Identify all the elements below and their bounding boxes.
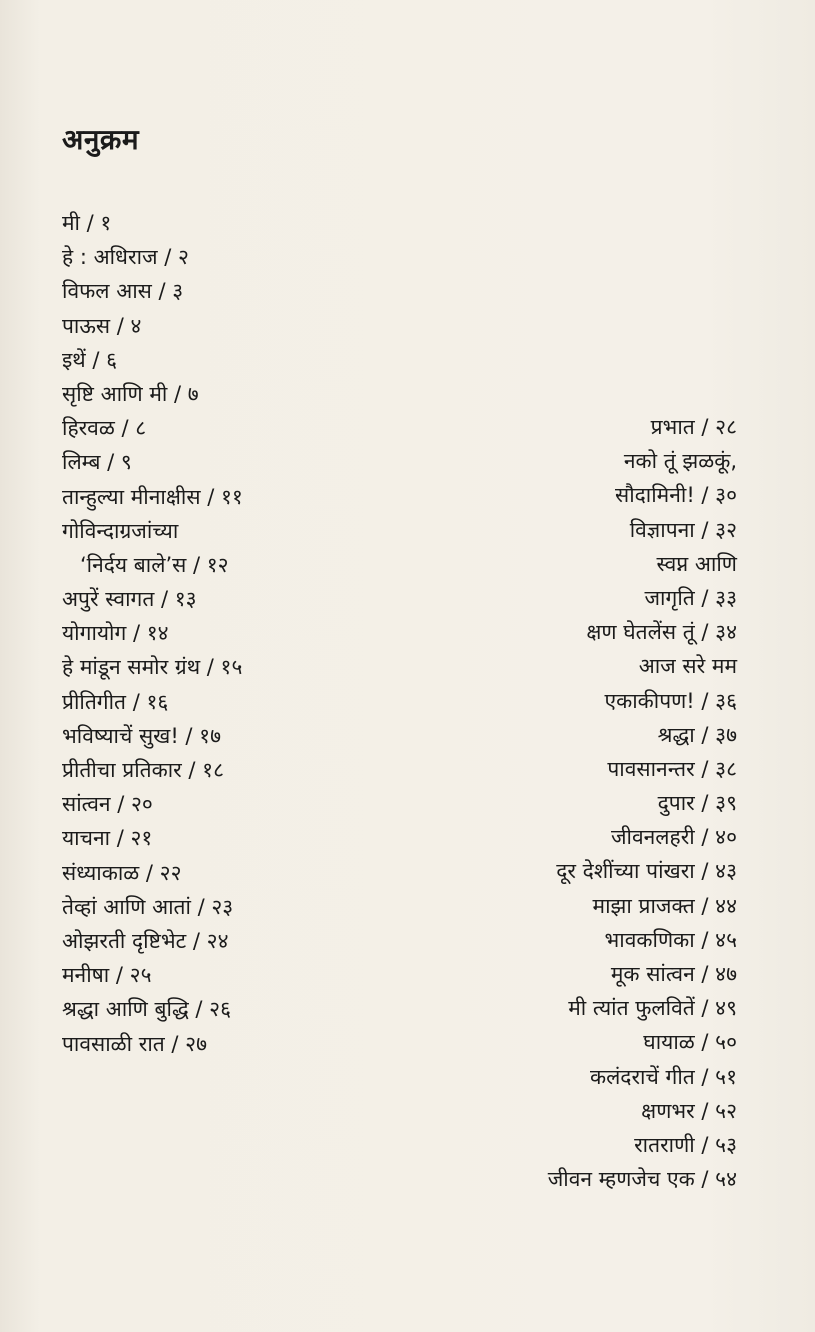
toc-entry: लिम्ब / ९	[62, 450, 132, 475]
toc-entry: भावकणिका / ४५	[604, 927, 737, 952]
toc-entry: पाऊस / ४	[62, 313, 142, 338]
toc-right-column	[437, 410, 737, 1196]
toc-entry: मी त्यांत फुलवितें / ४९	[568, 996, 737, 1021]
toc-entry: ‘निर्दय बाले’स / १२	[80, 552, 229, 577]
toc-entry: जागृति / ३३	[644, 585, 737, 610]
toc-entry: श्रद्धा / ३७	[657, 722, 737, 747]
toc-entry: अपुरें स्वागत / १३	[62, 587, 197, 612]
toc-entry: पावसानन्तर / ३८	[607, 756, 737, 781]
toc-entry: हिरवळ / ८	[62, 416, 147, 441]
toc-entry: रातराणी / ५३	[634, 1132, 737, 1157]
toc-entry: सृष्टि आणि मी / ७	[62, 381, 199, 406]
toc-entry: हे मांडून समोर ग्रंथ / १५	[62, 655, 243, 680]
toc-entry: पावसाळी रात / २७	[62, 1031, 208, 1056]
toc-entry: दुपार / ३९	[657, 791, 737, 816]
toc-entry: स्वप्न आणि	[656, 551, 737, 576]
toc-entry: गोविन्दाग्रजांच्या	[62, 518, 179, 543]
toc-entry: योगायोग / १४	[62, 621, 169, 646]
toc-entry: प्रीतिगीत / १६	[62, 689, 169, 714]
page-title: अनुक्रम	[62, 123, 140, 156]
toc-entry: सांत्वन / २०	[62, 792, 153, 817]
toc-entry: इथें / ६	[62, 347, 118, 372]
toc-entry: माझा प्राजक्त / ४४	[592, 893, 737, 918]
toc-entry: एकाकीपण! / ३६	[604, 688, 737, 713]
toc-entry: ओझरती दृष्टिभेट / २४	[62, 928, 229, 953]
toc-entry: जीवनलहरी / ४०	[610, 825, 737, 850]
toc-entry: तेव्हां आणि आतां / २३	[62, 894, 234, 919]
toc-entry: क्षणभर / ५२	[641, 1098, 737, 1123]
toc-entry: प्रीतीचा प्रतिकार / १८	[62, 758, 225, 782]
toc-entry: मी / १	[62, 211, 112, 235]
toc-entry: संध्याकाळ / २२	[62, 860, 182, 885]
toc-entry: भविष्याचें सुख! / १७	[62, 723, 222, 748]
toc-entry: नको तूं झळकूं,	[623, 449, 737, 474]
toc-entry: दूर देशींच्या पांखरा / ४३	[556, 859, 737, 884]
toc-entry: तान्हुल्या मीनाक्षीस / ११	[62, 484, 243, 509]
toc-entry: आज सरे मम	[638, 654, 737, 679]
toc-entry: सौदामिनी! / ३०	[615, 483, 737, 508]
toc-entry: घायाळ / ५०	[643, 1030, 737, 1055]
toc-entry: हे : अधिराज / २	[62, 245, 189, 270]
toc-entry: श्रद्धा आणि बुद्धि / २६	[62, 997, 231, 1022]
toc-entry: जीवन म्हणजेच एक / ५४	[547, 1167, 737, 1192]
toc-entry: प्रभात / २८	[650, 415, 737, 439]
toc-left-column	[62, 206, 382, 1061]
toc-entry: विज्ञापना / ३२	[629, 517, 737, 542]
toc-entry: क्षण घेतलेंस तूं / ३४	[586, 620, 737, 645]
toc-entry: कलंदराचें गीत / ५१	[589, 1064, 737, 1089]
toc-entry: मूक सांत्वन / ४७	[610, 962, 737, 986]
toc-entry: विफल आस / ३	[62, 279, 184, 304]
toc-entry: याचना / २१	[62, 826, 153, 851]
toc-entry: मनीषा / २५	[62, 963, 152, 988]
